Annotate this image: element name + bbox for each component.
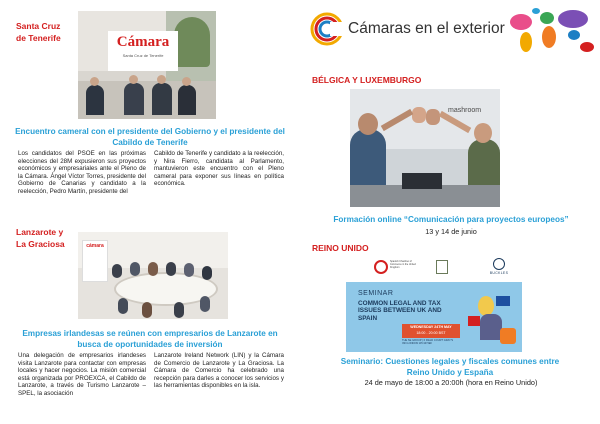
logo-middle bbox=[436, 260, 448, 274]
section-label-belgica: BÉLGICA Y LUXEMBURGO bbox=[312, 75, 422, 85]
world-map-graphic bbox=[506, 4, 596, 62]
poster-illustration bbox=[466, 292, 518, 348]
section-label-reino-unido: REINO UNIDO bbox=[312, 243, 369, 253]
headline-seminario: Seminario: Cuestiones legales y fiscales comunes entre Reino Unido y España bbox=[340, 357, 560, 377]
section-label-lanzarote: Lanzarote y La Graciosa bbox=[16, 227, 65, 249]
photo-high-five bbox=[350, 89, 500, 207]
date-comunicacion: 13 y 14 de junio bbox=[425, 227, 477, 236]
body-tenerife-col1: Los candidatos del PSOE en las próximas elecciones del 28M expusieron sus proyectos económicos y empresariales ante el Pleno de la Cámara. Ángel Víctor Torres, presidente del Gobierno de Canarias y candidato a la reelección, Pedro Martín, presidente del bbox=[18, 150, 146, 195]
logo-buckles: BUCKLES bbox=[484, 258, 514, 278]
headline-lanzarote: Empresas irlandesas se reúnen con empresarios de Lanzarote en busca de oportunidades de inversión bbox=[22, 329, 278, 349]
camaras-logo bbox=[310, 12, 344, 46]
spanish-chamber-emblem-icon bbox=[374, 260, 388, 274]
body-lanzarote-col1: Una delegación de empresarios irlandeses visita Lanzarote para contactar con empresas locales y hacer negocios. La misión comercial está organizada por PROEXCA, el Cabildo de Lanzarote, a través de Turismo Lanzarote – SPEL, la asociación bbox=[18, 352, 146, 397]
body-tenerife-col2: Cabildo de Tenerife y candidato a la reelección, y Nira Fierro, candidata al Parlamento, mantuvieron este encuentro con el Pleno cameral para exponer sus líneas en política económica. bbox=[154, 150, 284, 188]
camaras-logo-icon bbox=[310, 12, 344, 46]
body-lanzarote-col2: Lanzarote Ireland Network (LIN) y la Cámara de Comercio de Lanzarote y La Graciosa. La Cámara de Comercio ha celebrado una recepción para darles a conocer los servicios y las herramientas disponibles en la isla. bbox=[154, 352, 284, 390]
camara-sign: Cámara Santa Cruz de Tenerife bbox=[108, 31, 178, 71]
buckles-emblem-icon bbox=[493, 258, 505, 270]
logo-spanish-chamber-uk: Spanish Chamber of Commerce in the United Kingdom bbox=[374, 258, 414, 280]
camara-banner: cámara bbox=[82, 240, 108, 282]
mashroom-sign: mashroom bbox=[448, 107, 482, 114]
right-page bbox=[300, 0, 600, 424]
photo-tenerife-meeting bbox=[78, 11, 216, 119]
poster-date-badge: WEDNESDAY 24TH MAY 18:00 - 20:00 BST bbox=[402, 324, 460, 338]
date-seminario: 24 de mayo de 18:00 a 20:00h (hora en Reino Unido) bbox=[364, 378, 538, 387]
photo-lanzarote-meeting bbox=[78, 232, 228, 319]
headline-comunicacion: Formación online “Comunicación para proyectos europeos” bbox=[333, 215, 569, 224]
section-label-tenerife: Santa Cruz de Tenerife bbox=[16, 21, 61, 43]
headline-tenerife: Encuentro cameral con el presidente del Gobierno y el presidente del Cabildo de Tenerife bbox=[15, 127, 285, 147]
page-title: Cámaras en el exterior bbox=[348, 20, 505, 37]
seminar-poster: SEMINAR COMMON LEGAL AND TAX ISSUES BETWEEN UK AND SPAIN WEDNESDAY 24TH MAY 18:00 - 20:00 BST THE SE GROUP | 6 FIELD COURT GRAY'S INN LONDON WC1R 5EF bbox=[346, 282, 522, 352]
